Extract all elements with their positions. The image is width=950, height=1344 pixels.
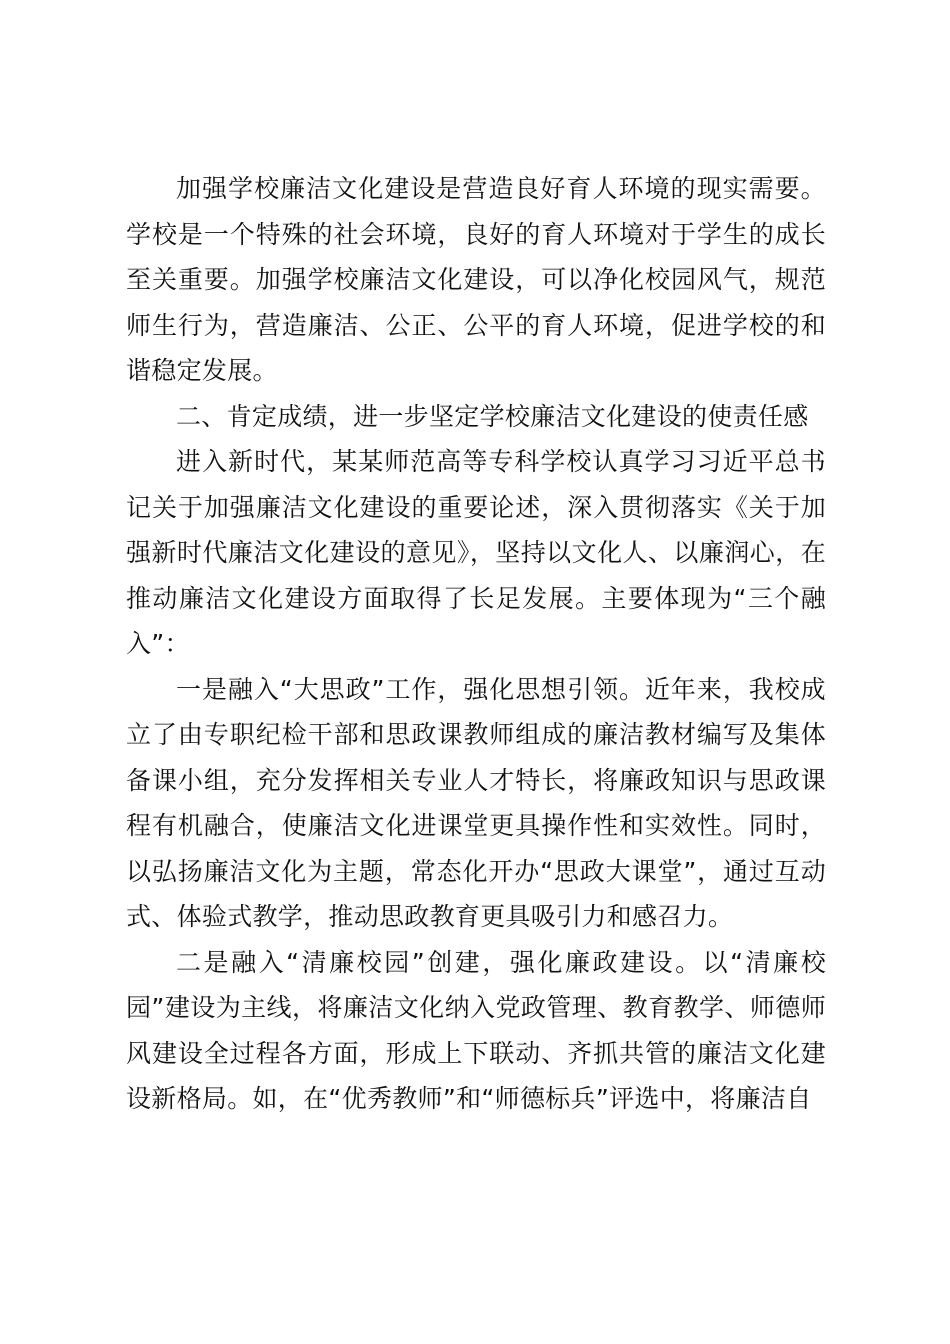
- paragraph-clean-campus: 二是融入“清廉校园”创建，强化廉政建设。以“清廉校园”建设为主线，将廉洁文化纳入党政管理、教育教学、师德师风建设全过程各方面，形成上下联动、齐抓共管的廉洁文化建设新格局。如，在“优秀教师”和“师德标兵”评选中，将廉洁自: [126, 947, 826, 1113]
- paragraph-environment-need: 加强学校廉洁文化建设是营造良好育人环境的现实需要。学校是一个特殊的社会环境，良好的育人环境对于学生的成长至关重要。加强学校廉洁文化建设，可以净化校园风气，规范师生行为，营造廉洁、公正、公平的育人环境，促进学校的和谐稳定发展。: [126, 174, 826, 385]
- document-body: [126, 166, 826, 1122]
- paragraph-big-ideology: 一是融入“大思政”工作，强化思想引领。近年来，我校成立了由专职纪检干部和思政课教师组成的廉洁教材编写及集体备课小组，充分发挥相关专业人才特长，将廉政知识与思政课程有机融合，使廉洁文化进课堂更具操作性和实效性。同时，以弘扬廉洁文化为主题，常态化开办“思政大课堂”，通过互动式、体验式教学，推动思政教育更具吸引力和感召力。: [126, 674, 826, 931]
- section-heading-two: 二、肯定成绩，进一步坚定学校廉洁文化建设的使责任感: [176, 401, 809, 431]
- paragraph-new-era: 进入新时代，某某师范高等专科学校认真学习习近平总书记关于加强廉洁文化建设的重要论述，深入贯彻落实《关于加强新时代廉洁文化建设的意见》，坚持以文化人、以廉润心，在推动廉洁文化建设方面取得了长足发展。主要体现为“三个融入”：: [126, 447, 826, 658]
